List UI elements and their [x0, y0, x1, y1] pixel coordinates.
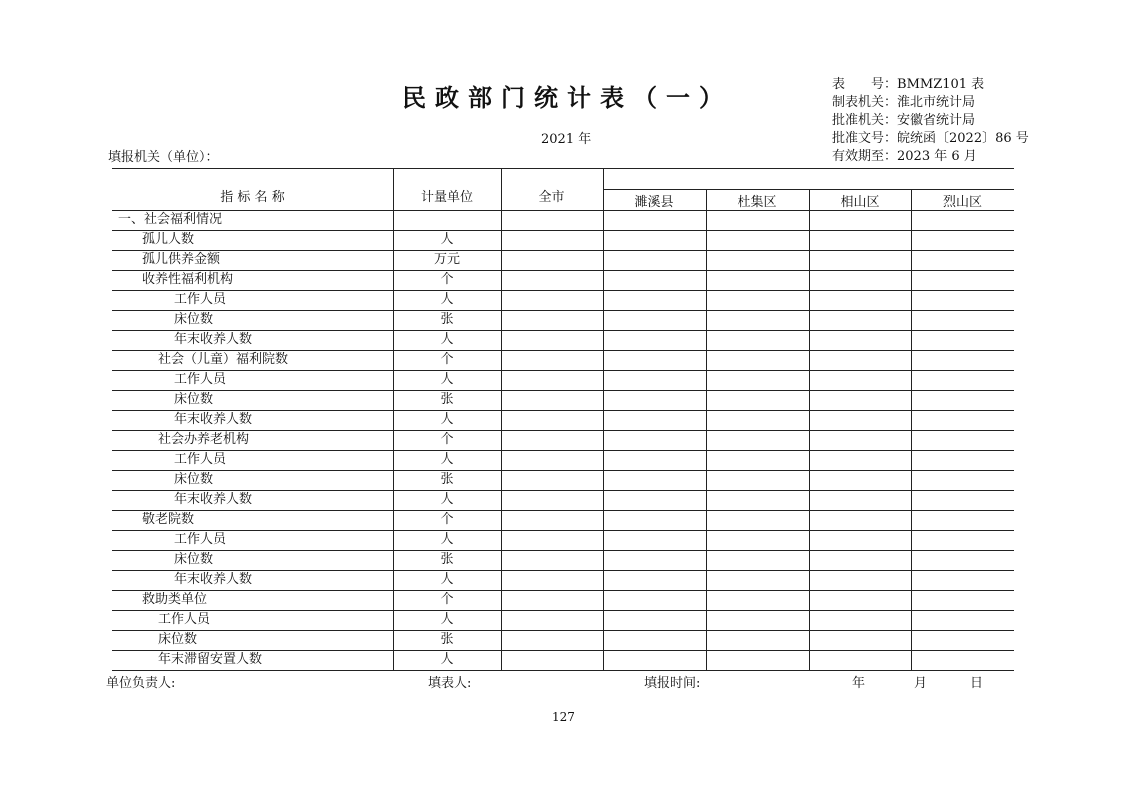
- table-row-unit: 人: [440, 232, 454, 247]
- form-no: BMMZ101 表: [897, 77, 985, 92]
- table-row-unit: 张: [440, 472, 454, 487]
- table-row-unit: 个: [440, 592, 454, 607]
- table-row-label: 工作人员: [174, 292, 227, 307]
- table-row-label: 救助类单位: [142, 592, 208, 607]
- table-row-label: 年末收养人数: [174, 412, 253, 427]
- table-row-unit: 个: [440, 432, 454, 447]
- table-rule: [112, 510, 1014, 511]
- table-row-unit: 张: [440, 312, 454, 327]
- valid-until: 2023 年 6 月: [897, 149, 977, 164]
- header-unit: 计量单位: [420, 190, 473, 205]
- table-row-unit: 张: [440, 632, 454, 647]
- footer-filler: 填表人:: [428, 676, 472, 691]
- table-row-unit: 万元: [433, 252, 460, 267]
- table-rule: [112, 450, 1014, 451]
- table-rule: [112, 550, 1014, 551]
- table-rule: [112, 210, 1014, 211]
- table-row-label: 工作人员: [174, 532, 227, 547]
- table-rule: [112, 310, 1014, 311]
- table-rule: [112, 610, 1014, 611]
- valid-until-label: 有效期至：: [832, 149, 898, 164]
- table-row-label: 社会办养老机构: [158, 432, 250, 447]
- header-district: 烈山区: [942, 195, 982, 210]
- filer-label: 填报机关（单位）：: [108, 150, 219, 165]
- table-row-label: 床位数: [174, 312, 214, 327]
- page-title: 民政部门统计表（一）: [402, 83, 732, 112]
- table-rule: [112, 290, 1014, 291]
- table-row-label: 床位数: [174, 552, 214, 567]
- made-by: 淮北市统计局: [897, 95, 976, 110]
- table-row-label: 孤儿人数: [142, 232, 195, 247]
- footer-responsible: 单位负责人:: [106, 676, 176, 691]
- table-rule: [112, 670, 1014, 671]
- form-no-label: 表 号：: [832, 77, 898, 92]
- made-by-label: 制表机关：: [832, 95, 898, 110]
- table-row-label: 年末收养人数: [174, 572, 253, 587]
- table-row-label: 年末收养人数: [174, 492, 253, 507]
- table-rule: [112, 590, 1014, 591]
- table-row-label: 孤儿供养金额: [142, 252, 221, 267]
- table-rule: [112, 270, 1014, 271]
- table-row-unit: 张: [440, 552, 454, 567]
- table-row-label: 工作人员: [174, 372, 227, 387]
- table-rule: [603, 168, 604, 670]
- header-city: 全市: [538, 190, 565, 205]
- table-row-unit: 个: [440, 512, 454, 527]
- table-row-label: 一、社会福利情况: [118, 212, 223, 227]
- table-rule: [112, 470, 1014, 471]
- footer-month: 月: [914, 676, 928, 691]
- report-year: 2021 年: [541, 132, 592, 147]
- table-row-unit: 人: [440, 652, 454, 667]
- header-indicator: 指 标 名 称: [220, 190, 285, 205]
- table-row-unit: 张: [440, 392, 454, 407]
- approval-doc-label: 批准文号：: [832, 131, 898, 146]
- table-row-label: 床位数: [158, 632, 198, 647]
- table-row-unit: 人: [440, 292, 454, 307]
- stat-table: [112, 168, 1014, 670]
- approved-by-label: 批准机关：: [832, 113, 898, 128]
- table-row-label: 收养性福利机构: [142, 272, 234, 287]
- table-row-unit: 人: [440, 572, 454, 587]
- form-meta: [832, 76, 1029, 166]
- table-rule: [501, 168, 502, 670]
- table-row-unit: 个: [440, 352, 454, 367]
- footer-day: 日: [970, 676, 984, 691]
- table-row-unit: 人: [440, 452, 454, 467]
- approval-doc: 皖统函〔2022〕86 号: [897, 131, 1029, 146]
- table-row-label: 年末滞留安置人数: [158, 652, 263, 667]
- table-row-label: 工作人员: [174, 452, 227, 467]
- table-rule: [112, 230, 1014, 231]
- table-rule: [112, 250, 1014, 251]
- header-district: 濉溪县: [634, 195, 674, 210]
- table-rule: [112, 630, 1014, 631]
- table-rule: [112, 168, 1014, 169]
- table-row-label: 工作人员: [158, 612, 211, 627]
- table-rule: [112, 530, 1014, 531]
- table-row-label: 年末收养人数: [174, 332, 253, 347]
- footer-year: 年: [852, 676, 866, 691]
- table-rule: [112, 390, 1014, 391]
- table-row-unit: 人: [440, 612, 454, 627]
- page-number: 127: [552, 710, 575, 724]
- table-row-unit: 人: [440, 372, 454, 387]
- table-row-label: 敬老院数: [142, 512, 195, 527]
- table-rule: [112, 370, 1014, 371]
- table-row-unit: 人: [440, 532, 454, 547]
- table-row-unit: 人: [440, 332, 454, 347]
- table-row-unit: 人: [440, 492, 454, 507]
- header-district: 杜集区: [737, 195, 777, 210]
- footer-fill-time: 填报时间:: [644, 676, 701, 691]
- header-district: 相山区: [840, 195, 880, 210]
- table-row-unit: 人: [440, 412, 454, 427]
- approved-by: 安徽省统计局: [897, 113, 976, 128]
- table-row-unit: 个: [440, 272, 454, 287]
- table-row-label: 床位数: [174, 392, 214, 407]
- table-row-label: 社会（儿童）福利院数: [158, 352, 289, 367]
- table-row-label: 床位数: [174, 472, 214, 487]
